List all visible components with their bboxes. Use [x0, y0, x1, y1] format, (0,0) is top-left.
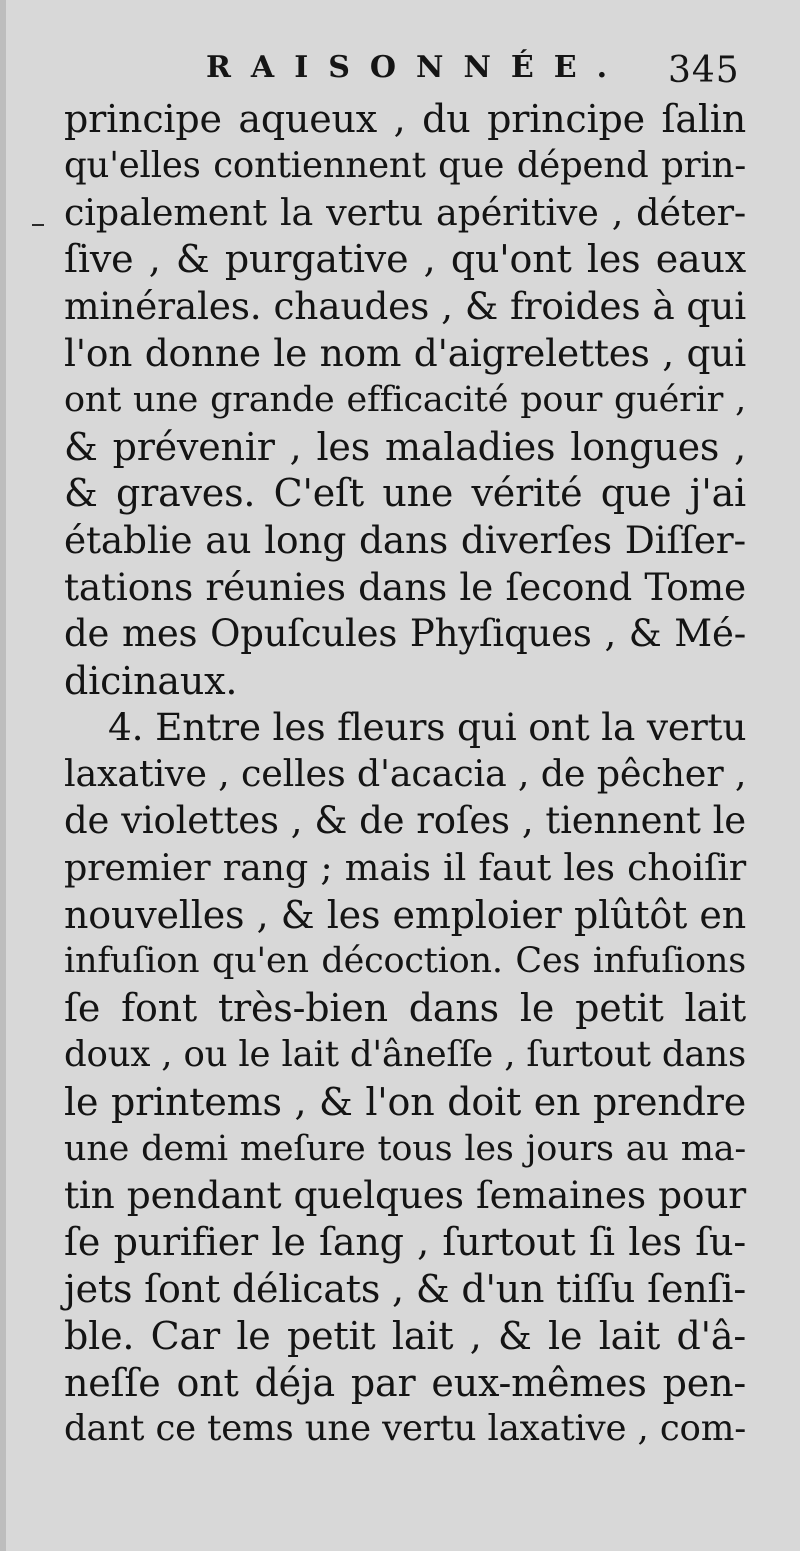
text-line: ont une grande efficacité pour guérir , [64, 379, 746, 420]
text-line: dicinaux. [64, 658, 238, 703]
text-line: établie au long dans diverſes Diſſer- [64, 518, 746, 563]
body-text [64, 96, 746, 1453]
text-line: le printems , & l'on doit en prendre [64, 1079, 746, 1124]
text-line: tations réunies dans le ſecond Tome [64, 564, 746, 609]
text-line: ble. Car le petit lait , & le lait d'â- [64, 1313, 746, 1358]
text-line: nouvelles , & les emploier plûtôt en [64, 892, 746, 937]
text-line: jets ſont délicats , & d'un tiſſu ſenſi- [64, 1266, 746, 1311]
text-line: de violettes , & de roſes , tiennent le [64, 798, 746, 842]
text-line: tin pendant quelques ſemaines pour [64, 1173, 746, 1218]
running-title: RAISONNÉE. [206, 50, 628, 85]
text-line: premier rang ; mais il faut les choiſir [64, 845, 746, 889]
margin-mark [32, 224, 44, 226]
text-line: & graves. C'eſt une vérité que j'ai [64, 471, 746, 516]
page-header [6, 50, 800, 96]
text-line: doux , ou le lait d'âneſſe , ſurtout dans [64, 1033, 746, 1075]
page-number: 345 [668, 50, 740, 91]
text-line: de mes Opuſcules Phyſiques , & Mé- [64, 611, 746, 655]
text-line: ſe purifier le ſang , ſurtout ſi les ſu- [64, 1220, 746, 1265]
text-line: dant ce tems une vertu laxative , com- [64, 1408, 746, 1450]
text-line: laxative , celles d'acacia , de pêcher , [64, 752, 747, 796]
paragraph-start-line: 4. Entre les fleurs qui ont la vertu [108, 705, 747, 750]
text-line: minérales. chaudes , & froides à qui [64, 284, 746, 329]
text-line: une demi meſure tous les jours au ma- [64, 1128, 746, 1169]
text-line: neſſe ont déja par eux-mêmes pen- [64, 1360, 746, 1405]
text-line: ſive , & purgative , qu'ont les eaux [64, 237, 746, 282]
text-line: l'on donne le nom d'aigrelettes , qui [64, 330, 746, 375]
text-line: principe aqueux , du principe ſalin [64, 97, 746, 141]
text-line: & prévenir , les maladies longues , [64, 424, 746, 469]
text-line: qu'elles contiennent que dépend prin- [64, 144, 746, 186]
text-line: cipalement la vertu apéritive , déter- [64, 190, 746, 234]
text-line: ſe font très-bien dans le petit lait [64, 986, 746, 1031]
text-line: infuſion qu'en décoction. Ces infuſions [64, 941, 746, 982]
